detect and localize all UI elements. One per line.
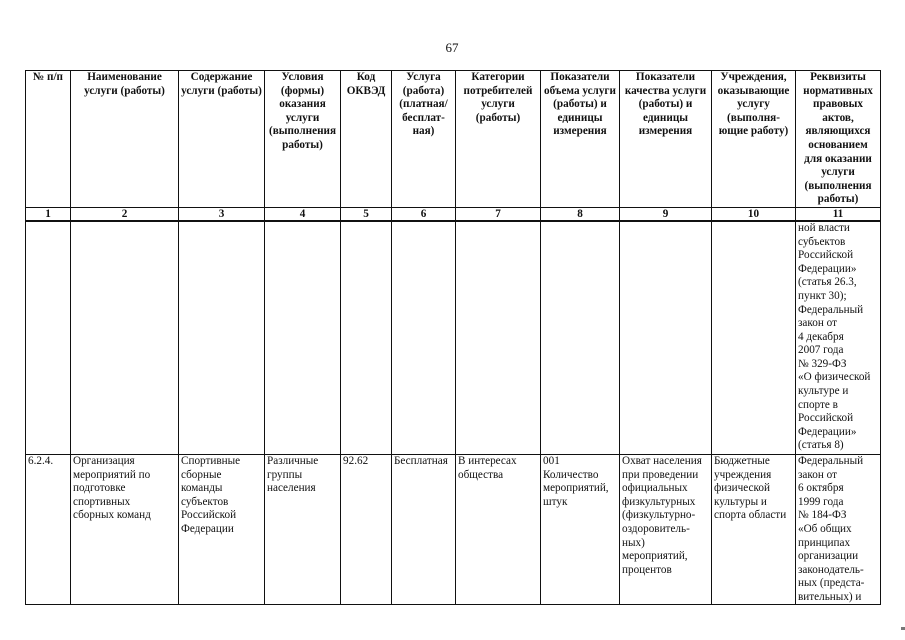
table-cell-legal-acts: Федеральный закон от 6 октября 1999 года № 184-ФЗ «Об общих принципах организации законодатель- ных (предста- вительных) и — [796, 454, 881, 605]
column-header: Учреждения, оказывающие услугу (выполня-ющие работу) — [712, 71, 796, 208]
column-header: № п/п — [26, 71, 71, 208]
table-cell — [620, 221, 712, 455]
table-cell — [456, 221, 541, 455]
column-header: Реквизиты нормативных правовых актов, являющихся основанием для оказании услуги (выполнения работы) — [796, 71, 881, 208]
column-number: 9 — [620, 207, 712, 221]
table-cell — [26, 221, 71, 455]
quality-indicator-cell: Охват населения при проведении официальных физкультурных (физкультурно- оздоровитель- ных) мероприятий, процентов — [620, 454, 712, 605]
scan-mark — [901, 627, 905, 630]
volume-indicator-cell: 001 Количество мероприятий, штук — [541, 454, 620, 605]
page-number: 67 — [445, 40, 459, 55]
column-number-row — [26, 207, 881, 221]
table-cell — [179, 221, 265, 455]
okved-code-cell: 92.62 — [341, 454, 392, 605]
column-number: 4 — [265, 207, 341, 221]
table-cell — [341, 221, 392, 455]
column-number: 7 — [456, 207, 541, 221]
service-conditions-cell: Различные группы населения — [265, 454, 341, 605]
column-header: Код ОКВЭД — [341, 71, 392, 208]
column-number: 5 — [341, 207, 392, 221]
column-number: 10 — [712, 207, 796, 221]
header-row — [26, 71, 881, 208]
table-row — [26, 454, 881, 605]
table-row — [26, 221, 881, 455]
table-cell — [392, 221, 456, 455]
column-number: 6 — [392, 207, 456, 221]
paid-free-cell: Бесплатная — [392, 454, 456, 605]
column-header: Наименование услуги (работы) — [71, 71, 179, 208]
column-header: Содержание услуги (работы) — [179, 71, 265, 208]
services-table — [25, 70, 881, 605]
service-name-cell: Организация мероприятий по подготовке спортивных сборных команд — [71, 454, 179, 605]
column-header: Услуга (работа) (платная/ бесплат-ная) — [392, 71, 456, 208]
table-cell — [541, 221, 620, 455]
column-number: 3 — [179, 207, 265, 221]
table-cell — [71, 221, 179, 455]
table-cell — [265, 221, 341, 455]
consumer-category-cell: В интересах общества — [456, 454, 541, 605]
service-content-cell: Спортивные сборные команды субъектов Российской Федерации — [179, 454, 265, 605]
column-number: 1 — [26, 207, 71, 221]
column-header: Показатели качества услуги (работы) и единицы измерения — [620, 71, 712, 208]
column-number: 8 — [541, 207, 620, 221]
column-header: Показатели объема услуги (работы) и единицы измерения — [541, 71, 620, 208]
table-cell-legal-acts: ной власти субъектов Российской Федерации» (статья 26.3, пункт 30); Федеральный закон от 4 декабря 2007 года № 329-ФЗ «О физической культуре и спорте в Российской Федерации» (статья 8) — [796, 221, 881, 455]
row-number-cell: 6.2.4. — [26, 454, 71, 605]
column-header: Условия (формы) оказания услуги (выполнения работы) — [265, 71, 341, 208]
table-cell — [712, 221, 796, 455]
column-number: 11 — [796, 207, 881, 221]
column-header: Категории потребителей услуги (работы) — [456, 71, 541, 208]
institutions-cell: Бюджетные учреждения физической культуры и спорта области — [712, 454, 796, 605]
column-number: 2 — [71, 207, 179, 221]
